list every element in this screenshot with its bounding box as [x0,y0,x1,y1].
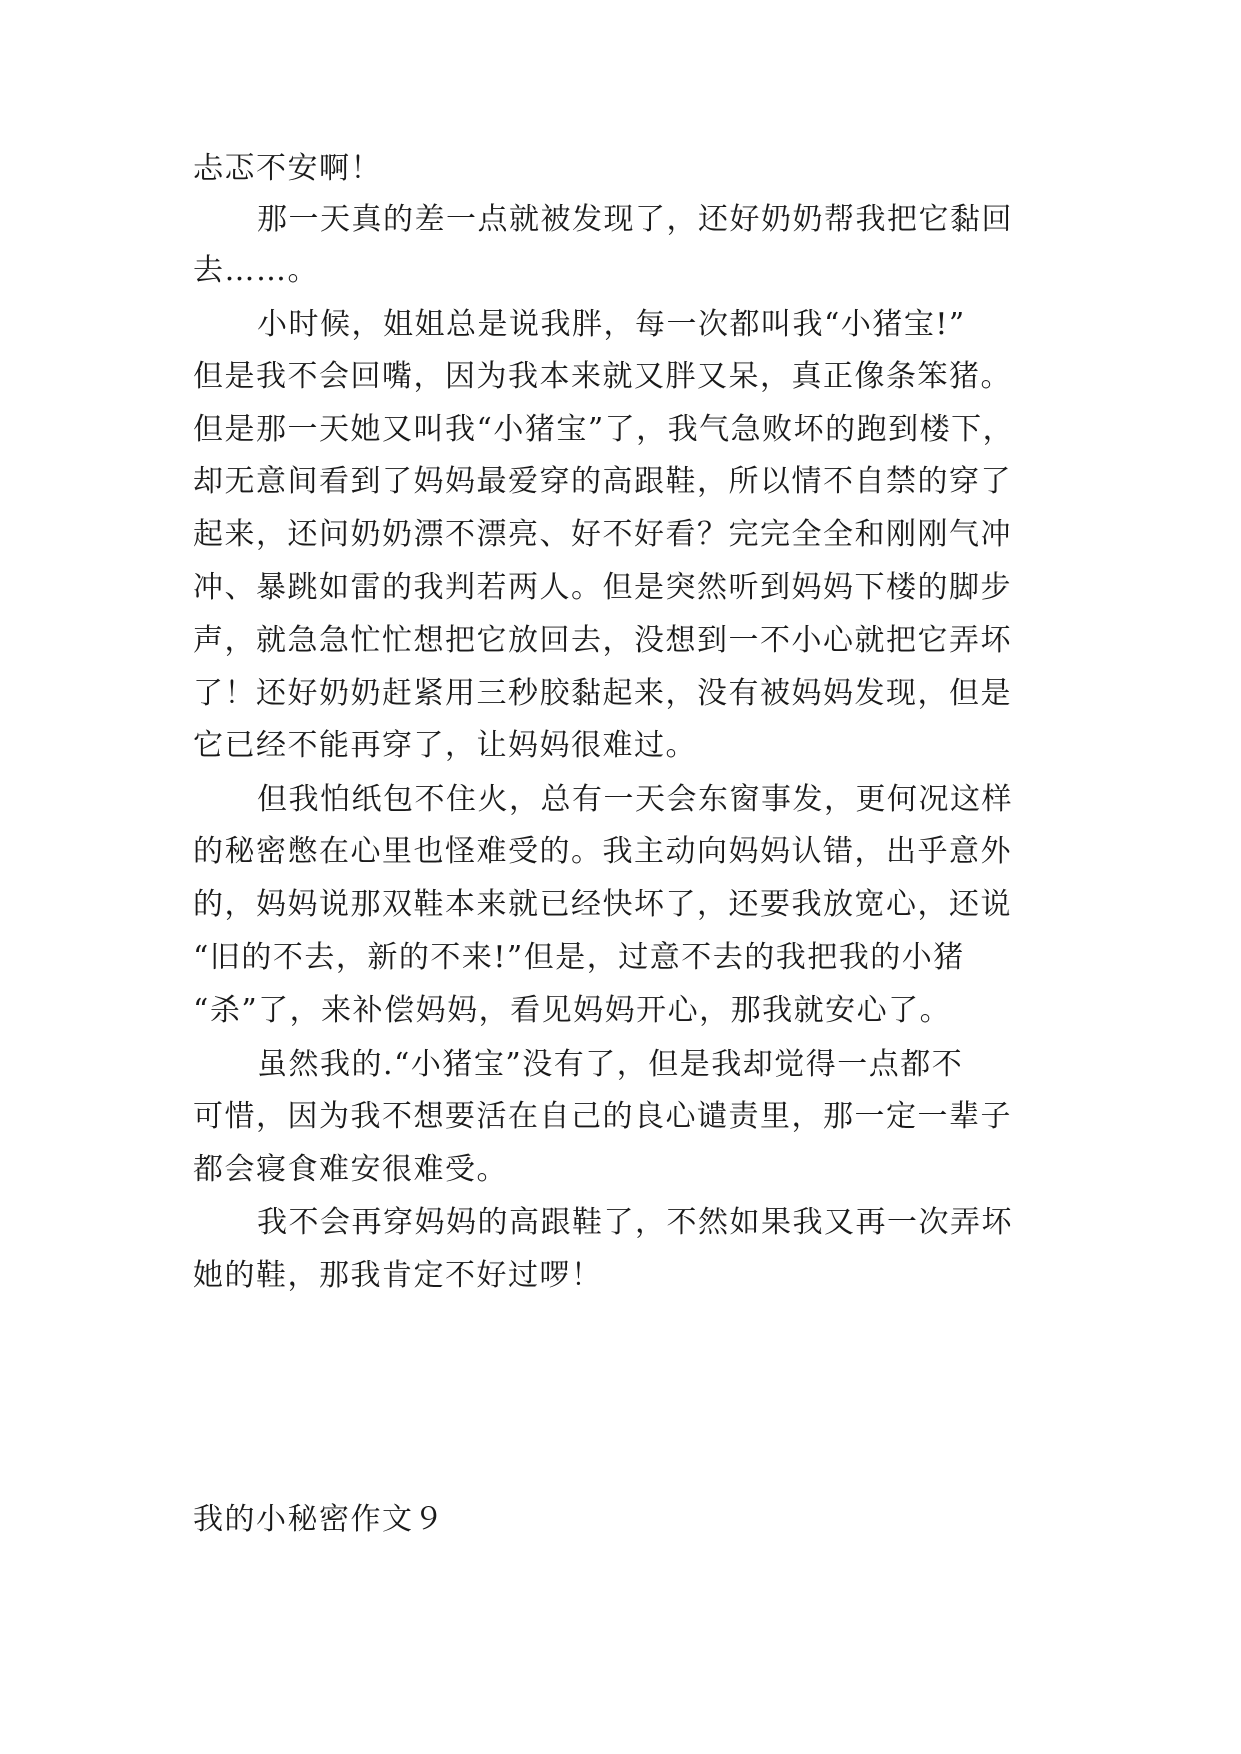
text-line: 的，妈妈说那双鞋本来就已经快坏了，还要我放宽心，还说 [193,887,1012,922]
text-line: 小时候，姐姐总是说我胖，每一次都叫我“小猪宝!” [257,307,966,342]
text-line: 都会寝食难安很难受。 [193,1152,508,1187]
text-line: 虽然我的.“小猪宝”没有了，但是我却觉得一点都不 [257,1047,964,1082]
text-line: 去……。 [193,253,319,288]
text-line: 但我怕纸包不住火，总有一天会东窗事发，更何况这样 [257,782,1013,817]
text-line: 声，就急急忙忙想把它放回去，没想到一不小心就把它弄坏 [193,623,1012,658]
text-line: 却无意间看到了妈妈最爱穿的高跟鞋，所以情不自禁的穿了 [193,464,1012,499]
text-line: 忐忑不安啊！ [193,151,382,186]
text-line: 起来，还问奶奶漂不漂亮、好不好看？完完全全和刚刚气冲 [193,517,1012,552]
text-line: “旧的不去，新的不来!”但是，过意不去的我把我的小猪 [193,940,965,975]
text-line: 的秘密憋在心里也怪难受的。我主动向妈妈认错，出乎意外 [193,834,1012,869]
text-line: 她的鞋，那我肯定不好过啰！ [193,1258,603,1293]
text-line: 我不会再穿妈妈的高跟鞋了，不然如果我又再一次弄坏 [257,1205,1013,1240]
text-line: “杀”了，来补偿妈妈，看见妈妈开心，那我就安心了。 [193,993,952,1028]
text-line: 它已经不能再穿了，让妈妈很难过。 [193,728,697,763]
text-line: 冲、暴跳如雷的我判若两人。但是突然听到妈妈下楼的脚步 [193,570,1012,605]
text-line: 可惜，因为我不想要活在自己的良心谴责里，那一定一辈子 [193,1099,1012,1134]
section-heading: 我的小秘密作文９ [193,1502,445,1537]
text-line: 了！还好奶奶赶紧用三秒胶黏起来，没有被妈妈发现，但是 [193,676,1012,711]
text-line: 但是那一天她又叫我“小猪宝”了，我气急败坏的跑到楼下， [193,412,1015,447]
text-line: 但是我不会回嘴，因为我本来就又胖又呆，真正像条笨猪。 [193,359,1012,394]
text-line: 那一天真的差一点就被发现了，还好奶奶帮我把它黏回 [257,202,1013,237]
